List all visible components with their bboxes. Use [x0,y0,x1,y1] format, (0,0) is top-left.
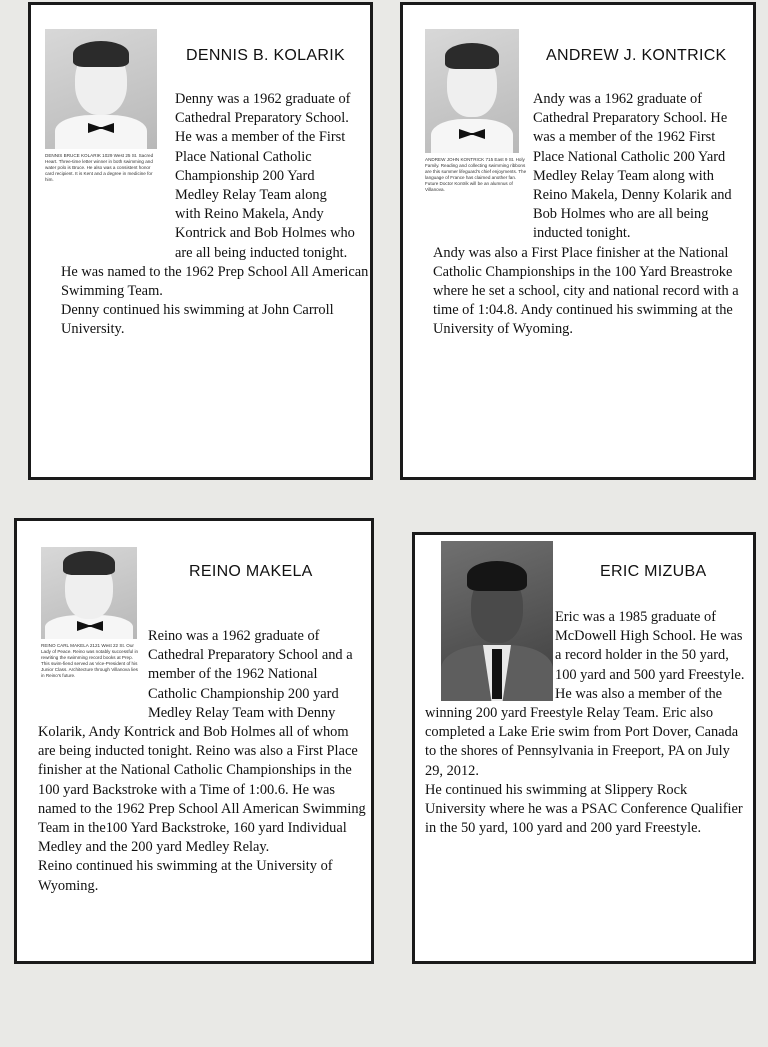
card-kontrick [400,2,756,480]
inductee-name: DENNIS B. KOLARIK [186,47,345,64]
bio-text [425,608,750,838]
bio-paragraph: Reino was a 1962 graduate of Cathedral Preparatory School and a member of the 1962 National Catholic Championship 200 yard Medley Relay Team with Denny Kolarik, Andy Kontrick and Bob Holmes all of whom are being inducted tonight. Reino was also a First Place finisher at the National Catholic Championships in the 100 yard Backstroke with a Time of 1:00.6. He was named to the 1962 Prep School All American Swimming Team in the100 Yard Backstroke, 160 yard Individual Medley and the 200 yard Medley Relay. [38,628,366,856]
bio-paragraph: He was named to the 1962 Prep School All American Swimming Team. [61,263,369,300]
bio-paragraph: Denny was a 1962 graduate of Cathedral Preparatory School. He was a member of the First Place National Catholic Championship 200 Yard Medley Relay Team along with Reino Makela, Andy Kontrick and Bob Holmes who are all being inducted tonight. [175,91,355,261]
bio-paragraph: He continued his swimming at Slippery Rock University where he was a PSAC Conference Qualifier in the 50 yard, 100 yard and 200 yard Freestyle. [425,781,743,837]
inductee-name: ANDREW J. KONTRICK [546,47,727,64]
bio-paragraph: Eric was a 1985 graduate of McDowell High School. He was a record holder in the 50 yard, 100 yard and 500 yard Freestyle. He was also a member of the winning 200 yard Freestyle Relay Team. Eric also completed a Lake Erie swim from Port Dover, Canada to the shores of Pennsylvania in Freeport, PA on July 29, 2012. [425,609,745,779]
card-mizuba [412,532,756,964]
card-makela [14,518,374,964]
bio-text [433,90,745,340]
card-kolarik [28,2,373,480]
bio-paragraph: Andy was a 1962 graduate of Cathedral Preparatory School. He was a member of the 1962 First Place National Catholic 200 Yard Medley Relay Team along with Reino Makela, Denny Kolarik and Bob Holmes who are all being inducted tonight. [533,91,732,242]
inductee-name: ERIC MIZUBA [600,563,707,580]
bio-paragraph: Andy was also a First Place finisher at the National Catholic Championships in the 100 Yard Breastroke where he set a school, city and national record with a time of 1:04.8. Andy continued his swimming at the University of Wyoming. [433,244,739,338]
yearbook-caption: DENNIS BRUCE KOLARIK 1029 West 25 St. Sacred Heart. Three-time letter winner in both swimming and water polo is Bruce. He also was a consistent honor card recipient. It is Kent and a degree in medicine for him. [45,153,154,182]
yearbook-caption: REINO CARL MAKELA 2121 West 22 St. Our Lady of Peace. Reino was notably successful in rewriting the swimming record books at Prep. This swim-fiend served as Vice-President of his Junior Class. Architecture through Villanova lies in Reino's future. [41,643,139,678]
bio-paragraph: Denny continued his swimming at John Carroll University. [61,302,334,338]
bio-text [38,627,368,896]
bio-text [61,90,369,340]
portrait-photo [41,547,137,639]
yearbook-caption: ANDREW JOHN KONTRICK 715 East 9 St. Holy Family. Reading and collecting swimming ribbons are this summer lifeguard's chief enjoyments. The language of France has claimed another fan. Future Doctor Kontrik will be an alumnus of Villanova. [425,157,527,192]
bio-paragraph: Reino continued his swimming at the University of Wyoming. [38,858,333,894]
inductee-name: REINO MAKELA [189,563,313,580]
